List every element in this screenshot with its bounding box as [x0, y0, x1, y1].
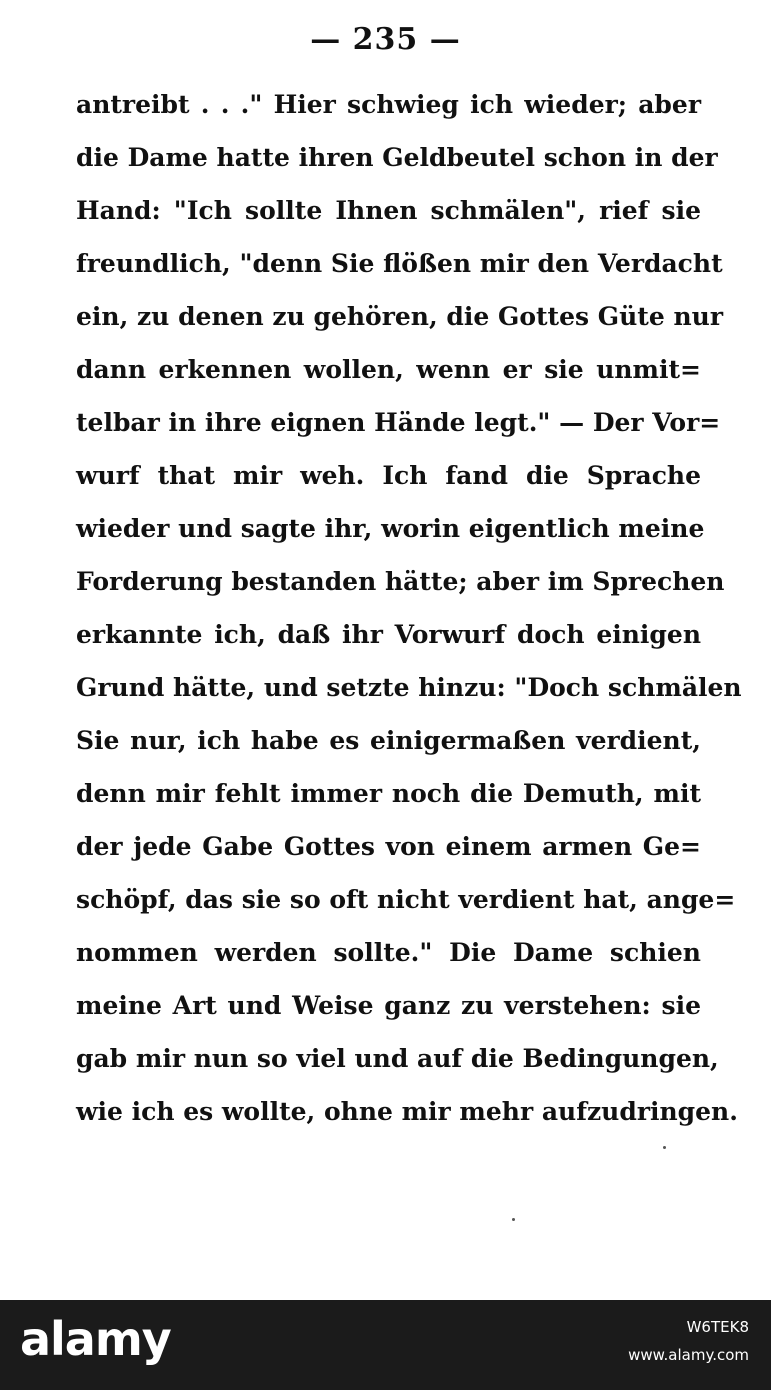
text-line: Hand: "Ich sollte Ihnen schmälen", rief sie: [76, 196, 701, 225]
text-line: wurf that mir weh. Ich fand die Sprache: [76, 461, 701, 490]
text-line: der jede Gabe Gottes von einem armen Ge=: [76, 832, 701, 861]
paper-speck: [663, 1146, 666, 1149]
text-line: dann erkennen wollen, wenn er sie unmit=: [76, 355, 701, 384]
page-number: — 235 —: [310, 22, 461, 57]
text-line: erkannte ich, daß ihr Vorwurf doch einigen: [76, 620, 701, 649]
text-line: ein, zu denen zu gehören, die Gottes Güte nur: [76, 302, 723, 331]
text-line: wie ich es wollte, ohne mir mehr aufzudringen.: [76, 1097, 738, 1126]
site-url: www.alamy.com: [628, 1346, 749, 1364]
text-line: telbar in ihre eignen Hände legt." — Der Vor=: [76, 408, 721, 437]
text-line: meine Art und Weise ganz zu verstehen: sie: [76, 991, 701, 1020]
body-text: [76, 78, 742, 1138]
text-line: Grund hätte, und setzte hinzu: "Doch schmälen: [76, 673, 742, 702]
text-line: freundlich, "denn Sie flößen mir den Verdacht: [76, 249, 723, 278]
brand-logo: alamy: [20, 1312, 171, 1366]
text-line: denn mir fehlt immer noch die Demuth, mit: [76, 779, 701, 808]
text-line: antreibt . . ." Hier schwieg ich wieder; aber: [76, 90, 701, 119]
image-id: W6TEK8: [686, 1318, 749, 1336]
text-line: nommen werden sollte." Die Dame schien: [76, 938, 701, 967]
text-line: gab mir nun so viel und auf die Bedingungen,: [76, 1044, 719, 1073]
text-line: Forderung bestanden hätte; aber im Sprechen: [76, 567, 725, 596]
text-line: die Dame hatte ihren Geldbeutel schon in der: [76, 143, 718, 172]
text-line: Sie nur, ich habe es einigermaßen verdient,: [76, 726, 701, 755]
paper-speck: [512, 1218, 515, 1221]
text-line: wieder und sagte ihr, worin eigentlich meine: [76, 514, 705, 543]
text-line: schöpf, das sie so oft nicht verdient hat, ange=: [76, 885, 736, 914]
